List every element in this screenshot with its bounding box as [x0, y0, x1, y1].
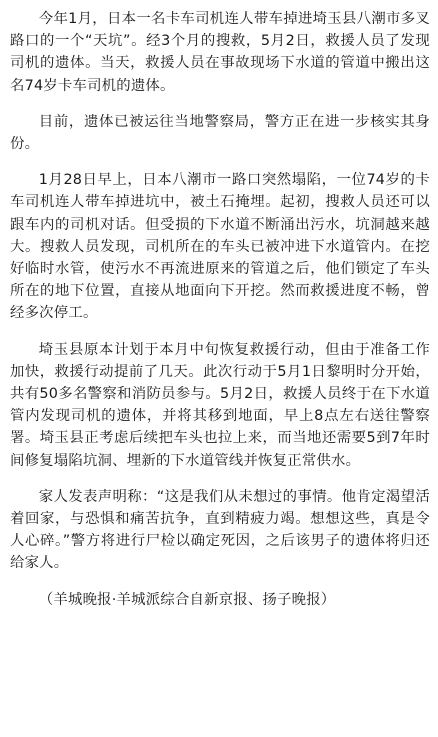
paragraph-rescue-operation: 埼玉县原本计划于本月中旬恢复救援行动，但由于准备工作加快，救援行动提前了几天。此次行动于5月1日黎明时分开始，共有50多名警察和消防员参与。5月2日，救援人员终于在下水道管内发现司机的遗体，并将其移到地面，早上8点左右送往警察署。埼玉县正考虑后续把车头也拉上来，而当地还需要5到7年时间修复塌陷坑洞、埋新的下水道管线并恢复正常供水。 — [10, 341, 430, 469]
paragraph-background: 1月28日早上，日本八潮市一路口突然塌陷，一位74岁的卡车司机连人带车掉进坑中，被土石掩埋。起初，搜救人员还可以跟车内的司机对话。但受损的下水道不断涌出污水，坑洞越来越大。搜救人员发现，司机所在的车头已被冲进下水道管内。在挖好临时水管，使污水不再流进原来的管道之后，他们锁定了车头所在的地下位置，直接从地面向下开挖。然而救援进度不畅，曾经多次停工。 — [10, 172, 430, 322]
paragraph-identification: 目前，遗体已被运往当地警察局，警方正在进一步核实其身份。 — [10, 113, 430, 153]
paragraph-family-statement: 家人发表声明称：“这是我们从未想过的事情。他肯定渴望活着回家，与恐惧和痛苦抗争，直到精疲力竭。想想这些，真是令人心碎。”警方将进行尸检以确定死因，之后该男子的遗体将归还给家人。 — [10, 488, 430, 572]
article-source: （羊城晚报·羊城派综合自新京报、扬子晚报） — [38, 591, 336, 608]
paragraph-discovery: 今年1月，日本一名卡车司机连人带车掉进埼玉县八潮市多叉路口的一个“天坑”。经3个月的搜救，5月2日，救援人员了发现司机的遗体。当天，救援人员在事故现场下水道的管道中搬出这名74岁卡车司机的遗体。 — [10, 11, 430, 94]
